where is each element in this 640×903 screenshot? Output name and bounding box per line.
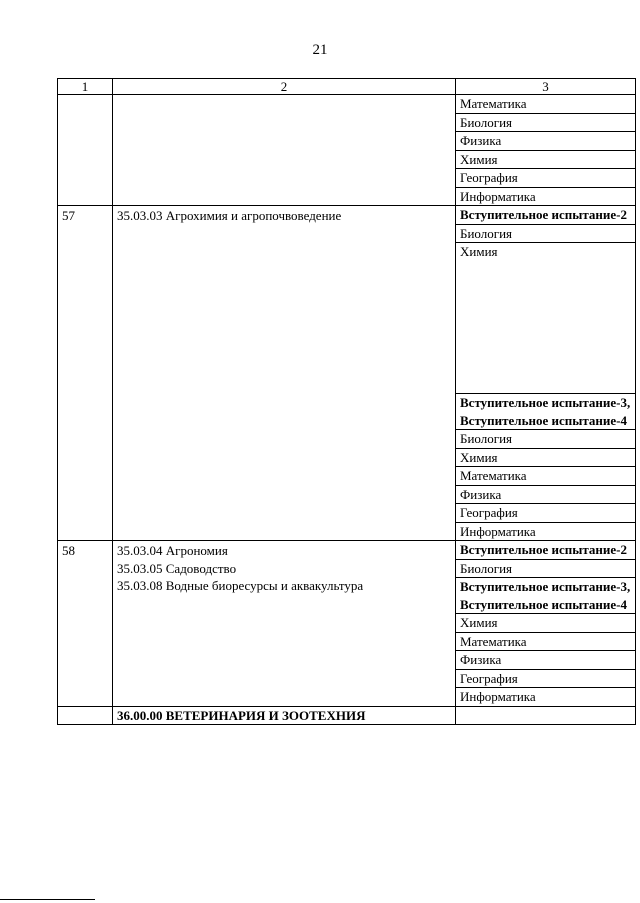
program-cell [113, 95, 456, 206]
subject-cell: Вступительное испытание-3, Вступительное испытание-4 [456, 578, 636, 614]
subject-cell: Биология [456, 430, 636, 449]
admission-table [57, 78, 636, 725]
subject-cell: Вступительное испытание-3, Вступительное испытание-4 [456, 394, 636, 430]
subject-cell: Информатика [456, 522, 636, 541]
subject-cell: Физика [456, 485, 636, 504]
column-header-1: 1 [58, 79, 113, 95]
subject-cell: Вступительное испытание-2 [456, 206, 636, 225]
program-cell [113, 206, 456, 541]
program-name: 35.03.05 Садоводство [117, 560, 237, 576]
column-header-3: 3 [456, 79, 636, 95]
number-cell: 57 [58, 206, 113, 541]
subject-cell: Вступительное испытание-2 [456, 541, 636, 560]
program-name: 35.03.08 Водные биоресурсы и аквакультура [117, 578, 364, 593]
section-heading-row [58, 706, 636, 725]
subject-cell: Информатика [456, 688, 636, 707]
subject-cell: Математика [456, 632, 636, 651]
page-number: 21 [312, 42, 328, 58]
number-cell [58, 706, 113, 725]
subject-cell: Химия [456, 448, 636, 467]
subject-cell [456, 706, 636, 725]
footer-rule [0, 899, 95, 900]
subject-cell: Физика [456, 651, 636, 670]
number-cell [58, 95, 113, 206]
subject-cell: Биология [456, 224, 636, 243]
subject-cell: Химия [456, 243, 636, 394]
program-name: 35.03.03 Агрохимия и агропочвоведение [117, 208, 342, 223]
subject-cell: Химия [456, 150, 636, 169]
table-row [58, 95, 636, 114]
subject-cell: Математика [456, 95, 636, 114]
program-name: 35.03.04 Агрономия [117, 543, 228, 558]
subject-cell: Физика [456, 132, 636, 151]
number-cell: 58 [58, 541, 113, 707]
section-heading: 36.00.00 ВЕТЕРИНАРИЯ И ЗООТЕХНИЯ [113, 706, 456, 725]
table-header-row [58, 79, 636, 95]
table-row [58, 206, 636, 225]
subject-cell: География [456, 669, 636, 688]
subject-cell: География [456, 169, 636, 188]
subject-cell: Биология [456, 113, 636, 132]
subject-cell: Математика [456, 467, 636, 486]
table-row [58, 541, 636, 560]
subject-cell: География [456, 504, 636, 523]
subject-cell: Информатика [456, 187, 636, 206]
subject-cell: Химия [456, 614, 636, 633]
program-cell [113, 541, 456, 707]
column-header-2: 2 [113, 79, 456, 95]
subject-cell: Биология [456, 559, 636, 578]
